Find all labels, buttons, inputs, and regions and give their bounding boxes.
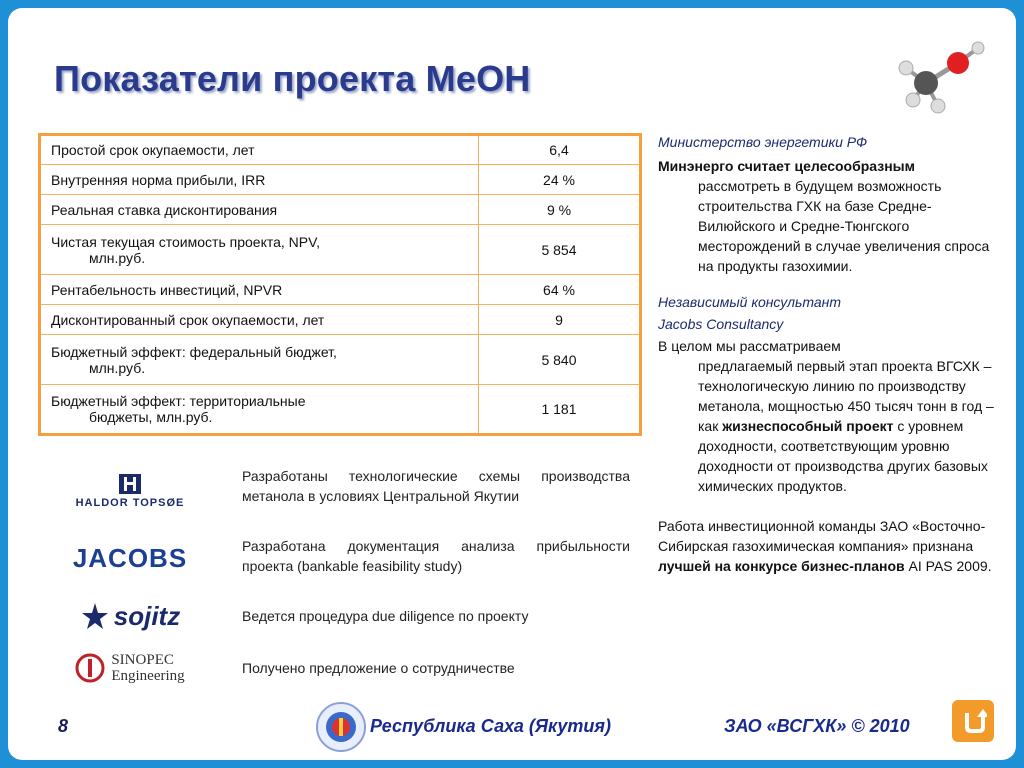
sinopec-icon [75, 653, 105, 683]
table-row [40, 195, 641, 225]
indicator-label: Бюджетный эффект: территориальные бюджеты, млн.руб. [40, 385, 479, 435]
ministry-heading: Министерство энергетики РФ [658, 134, 868, 150]
right-column [658, 132, 1000, 576]
partner-text-sinopec: Получено предложение о сотрудничестве [242, 660, 515, 676]
haldor-topsoe-logo: HALDOR TOPSØE [50, 466, 210, 516]
sojitz-star-icon [80, 601, 110, 631]
table-row [40, 135, 641, 165]
consultant-lead: В целом мы рассматриваем [658, 338, 841, 354]
indicator-value: 9 % [479, 195, 641, 225]
consultant-name: Jacobs Consultancy [658, 316, 784, 332]
company-copyright: ЗАО «ВСГХК» © 2010 [724, 716, 910, 736]
ministry-bold: Минэнерго считает целесообразным [658, 158, 915, 174]
table-row [40, 335, 641, 385]
indicator-value: 9 [479, 305, 641, 335]
indicator-value: 64 % [479, 275, 641, 305]
indicator-value: 24 % [479, 165, 641, 195]
table-row [40, 275, 641, 305]
partner-text-sojitz: Ведется процедура due diligence по проекту [242, 608, 529, 624]
partner-text-jacobs: Разработана документация анализа прибыльности проекта (bankable feasibility study) [242, 538, 630, 574]
indicators-table [38, 133, 642, 436]
page-number: 8 [58, 716, 69, 736]
indicator-value: 1 181 [479, 385, 641, 435]
footer [8, 708, 1016, 760]
indicator-label: Чистая текущая стоимость проекта, NPV, млн.руб. [40, 225, 479, 275]
indicator-label: Дисконтированный срок окупаемости, лет [40, 305, 479, 335]
indicator-label: Внутренняя норма прибыли, IRR [40, 165, 479, 195]
partner-text-topsoe: Разработаны технологические схемы производства метанола в условиях Центральной Якутии [242, 468, 630, 504]
republic-label: Республика Саха (Якутия) [370, 716, 611, 736]
ministry-text: рассмотреть в будущем возможность строительства ГХК на базе Средне-Вилюйского и Средне-Тюнгского месторождений в случае увеличения спроса на продукты газохимии. [698, 178, 990, 274]
sojitz-logo: sojitz [50, 594, 210, 638]
table-row [40, 165, 641, 195]
consultant-text: предлагаемый первый этап проекта ВГСХК – технологическую линию по производству метанола, мощностью 450 тысяч тонн в год – как жизнеспособный проект с уровнем доходности, соответствующим уровню доходности от производства других базовых химических продуктов. [698, 358, 994, 494]
yakutia-emblem-icon [316, 702, 366, 752]
table-row [40, 225, 641, 275]
methanol-molecule-icon [888, 38, 988, 118]
page-title: Показатели проекта МеОН [54, 58, 531, 99]
sinopec-logo: SINOPEC Engineering [50, 646, 210, 690]
table-row [40, 305, 641, 335]
return-arrow-icon[interactable] [952, 700, 994, 742]
table-row [40, 385, 641, 435]
indicator-label: Простой срок окупаемости, лет [40, 135, 479, 165]
indicator-value: 5 854 [479, 225, 641, 275]
team-text: Работа инвестиционной команды ЗАО «Восточно-Сибирская газохимическая компания» признана лучшей на конкурсе бизнес-планов AI PAS 2009. [658, 518, 992, 574]
indicator-label: Реальная ставка дисконтирования [40, 195, 479, 225]
indicator-label: Рентабельность инвестиций, NPVR [40, 275, 479, 305]
slide [8, 8, 1016, 760]
indicator-label: Бюджетный эффект: федеральный бюджет, млн.руб. [40, 335, 479, 385]
haldor-topsoe-icon [119, 474, 141, 494]
indicator-value: 6,4 [479, 135, 641, 165]
consultant-heading: Независимый консультант [658, 294, 842, 310]
indicator-value: 5 840 [479, 335, 641, 385]
jacobs-logo: JACOBS [72, 542, 188, 573]
